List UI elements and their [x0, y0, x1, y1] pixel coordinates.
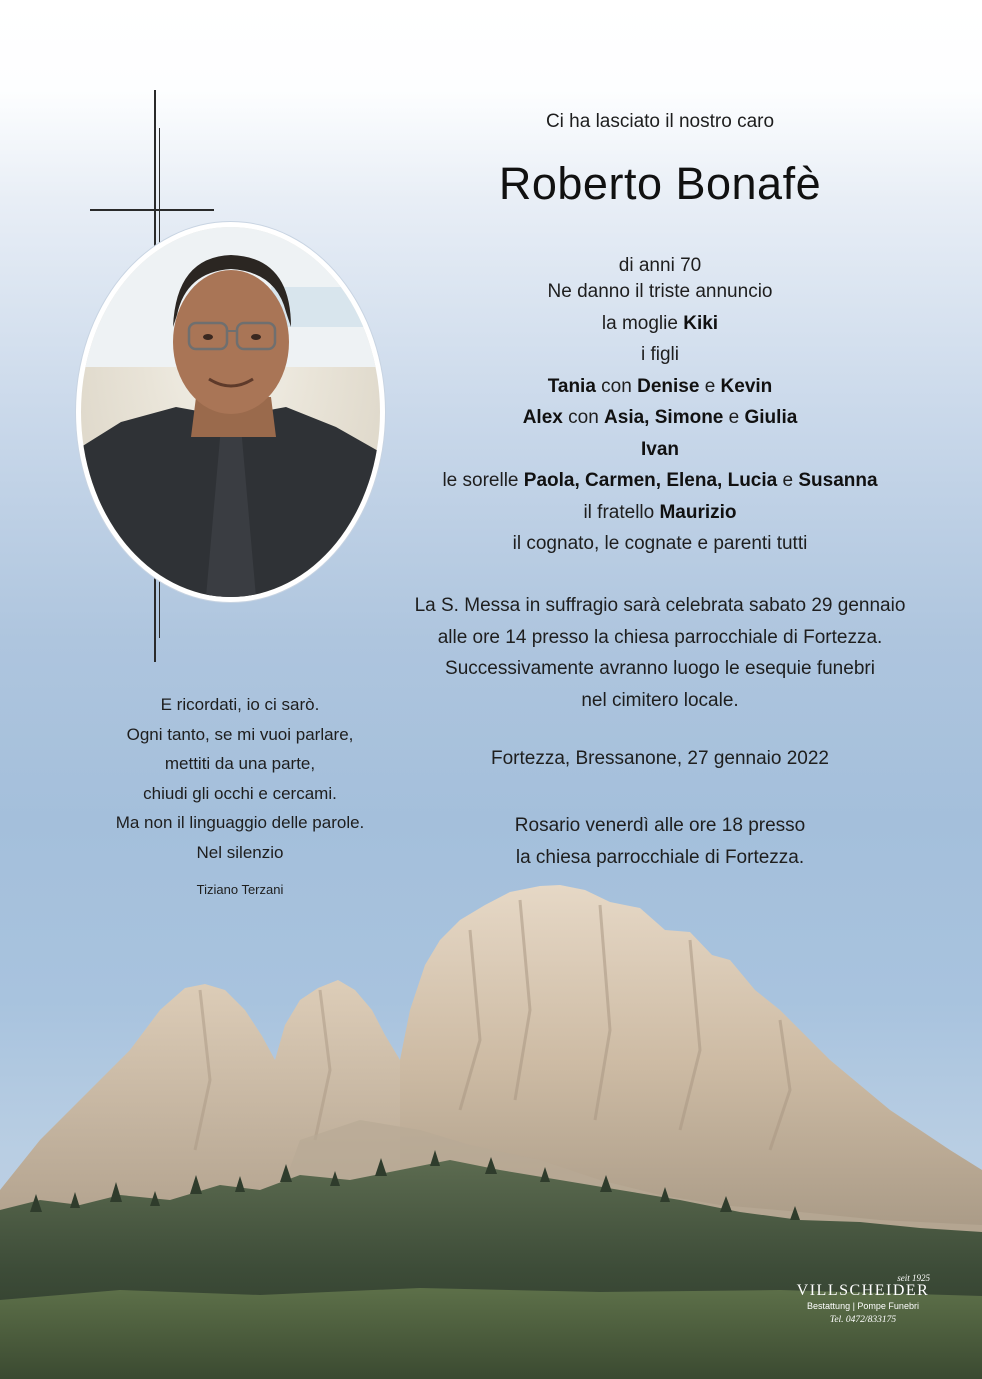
rosary-info: [360, 810, 960, 873]
family-line: [360, 371, 960, 403]
family-line-text: i figli: [640, 344, 679, 365]
family-member-name: Kiki: [683, 312, 719, 334]
poem-line: mettiti da una parte,: [164, 754, 316, 773]
family-member-name: Denise: [637, 375, 700, 397]
family-member-name: Ivan: [640, 438, 680, 460]
family-list: [360, 276, 960, 560]
funeral-home-logo: [788, 1273, 938, 1325]
logo-phone: Tel. 0472/833175: [829, 1315, 897, 1325]
poem-line: E ricordati, io ci sarò.: [160, 695, 320, 714]
family-line-text: il cognato, le cognate e parenti tutti: [512, 533, 808, 554]
family-member-name: Giulia: [744, 407, 798, 428]
mass-line: alle ore 14 presso la chiesa parrocchiale di Fortezza.: [437, 626, 883, 648]
portrait-photo: [81, 227, 380, 597]
family-line-text: con: [562, 407, 605, 428]
family-member-name: Paola, Carmen, Elena, Lucia: [523, 470, 778, 491]
family-member-name: Kevin: [720, 375, 773, 397]
family-line: [360, 308, 960, 340]
family-line: [360, 528, 960, 560]
cross-icon-bar: [90, 209, 214, 211]
poem-line: Ma non il linguaggio delle parole.: [115, 813, 365, 832]
mass-line: nel cimitero locale.: [581, 689, 739, 711]
family-line-text: la moglie: [601, 312, 684, 334]
family-line-text: e: [723, 407, 745, 428]
poem: [90, 690, 390, 867]
poem-author: Tiziano Terzani: [196, 882, 284, 897]
family-line-text: Ne danno il triste annuncio: [547, 281, 773, 302]
family-member-name: Tania: [547, 375, 596, 397]
family-line-text: e: [777, 470, 799, 491]
family-line: [360, 276, 960, 308]
family-line: [360, 339, 960, 371]
family-line: [360, 434, 960, 466]
family-member-name: Susanna: [798, 470, 878, 491]
family-line-text: il fratello: [583, 501, 660, 523]
family-member-name: Maurizio: [659, 501, 737, 523]
family-line: [360, 497, 960, 529]
mass-info: [360, 590, 960, 716]
family-line: [360, 465, 960, 497]
mass-line: Successivamente avranno luogo le esequie funebri: [445, 658, 875, 679]
family-member-name: Alex: [522, 407, 563, 428]
rosary-line: Rosario venerdì alle ore 18 presso: [514, 815, 806, 836]
place-date: Fortezza, Bressanone, 27 gennaio 2022: [490, 748, 829, 769]
logo-subtitle: Bestattung | Pompe Funebri: [807, 1301, 919, 1311]
mass-line: La S. Messa in suffragio sarà celebrata sabato 29 gennaio: [414, 595, 906, 616]
poem-line: chiudi gli occhi e cercami.: [143, 783, 337, 803]
poem-line: Ogni tanto, se mi vuoi parlare,: [126, 724, 354, 744]
poem-line: Nel silenzio: [196, 842, 284, 862]
logo-name: VILLSCHEIDER: [796, 1282, 930, 1299]
age-text: di anni 70: [618, 255, 702, 276]
deceased-name: Roberto Bonafè: [498, 158, 822, 209]
intro-text: Ci ha lasciato il nostro caro: [545, 111, 775, 132]
rosary-line: la chiesa parrocchiale di Fortezza.: [515, 846, 805, 868]
family-line-text: e: [699, 375, 721, 397]
family-line-text: le sorelle: [442, 470, 524, 491]
logo-since: seit 1925: [897, 1273, 930, 1283]
family-line: [360, 402, 960, 434]
family-line-text: con: [595, 375, 638, 397]
family-member-name: Asia, Simone: [604, 407, 724, 428]
